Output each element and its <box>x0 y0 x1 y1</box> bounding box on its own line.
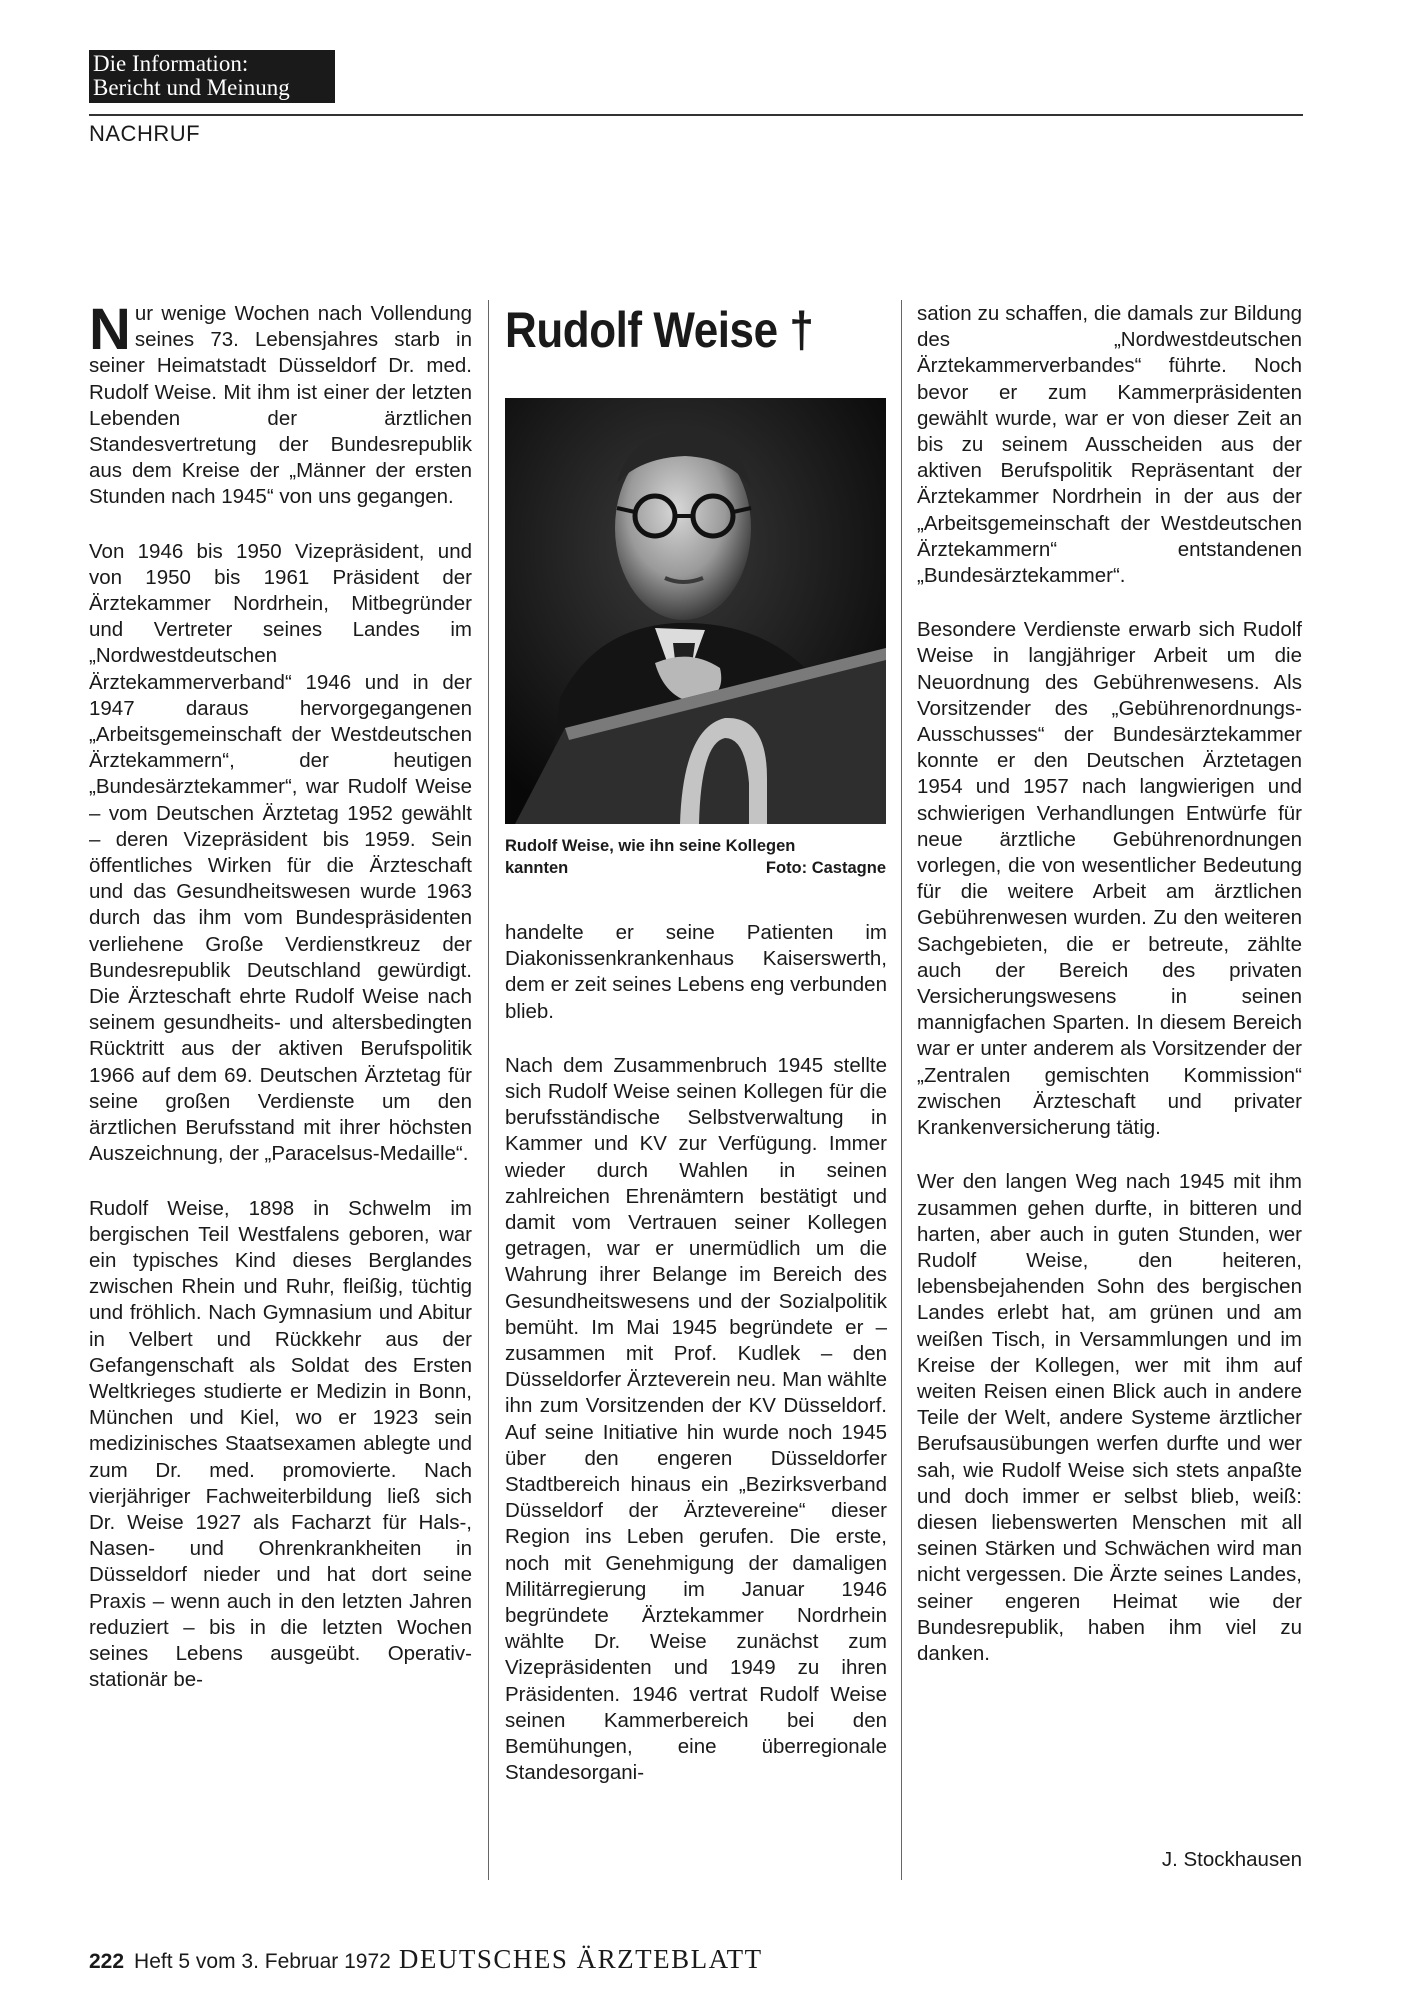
author-signature: J. Stockhausen <box>1161 1848 1302 1871</box>
photo-credit: Foto: Castagne <box>765 859 886 877</box>
article-title: Rudolf Weise † <box>505 302 814 358</box>
photo-caption <box>505 835 886 879</box>
issue-info: Heft 5 vom 3. Februar 1972 <box>134 1950 391 1973</box>
caption-text: kannten <box>505 859 569 877</box>
caption-line-2 <box>505 857 886 879</box>
paragraph: handelte er seine Patienten im Diakonissenkrankenhaus Kaiserswerth, dem er zeit seines Lebens eng verbunden blieb. <box>505 921 887 1023</box>
column-divider <box>488 300 489 1880</box>
magazine-name: DEUTSCHES ÄRZTEBLATT <box>398 1944 763 1974</box>
section-header-box <box>89 50 335 103</box>
paragraph: Rudolf Weise, 1898 in Schwelm im bergischen Teil Westfalens geboren, war ein typisches Kind dieses Berglandes zwischen Rhein und Ruhr, fleißig, tüchtig und fröhlich. Nach Gymnasium und Abitur in Velbert und Rückkehr aus der Gefangenschaft als Soldat des Ersten Weltkrieges studierte er Medizin in Bonn, München und Kiel, wo er 1923 sein medizinisches Staatsexamen ablegte und zum Dr. med. promovierte. Nach vierjähriger Fachweiterbildung ließ sich Dr. Weise 1927 als Facharzt für Hals-, Nasen- und Ohrenkrankheiten in Düsseldorf nieder und hat dort seine Praxis – wenn auch in den letzten Jahren reduziert – bis in die letzten Wochen seines Lebens ausgeübt. Operativ-stationär be- <box>89 1196 472 1692</box>
caption-line-1: Rudolf Weise, wie ihn seine Kollegen <box>505 837 796 855</box>
article-column-1 <box>89 297 472 1721</box>
article-column-3 <box>917 301 1302 1695</box>
portrait-photo <box>505 398 886 824</box>
column-divider <box>901 300 902 1880</box>
paragraph <box>89 297 472 511</box>
drop-cap: N <box>89 297 131 362</box>
header-line-1: Die Information: <box>93 51 249 76</box>
section-label: NACHRUF <box>89 121 201 146</box>
page-footer <box>89 1944 763 1975</box>
paragraph: sation zu schaffen, die damals zur Bildung des „Nordwestdeutschen Ärztekammerverbandes“ führte. Noch bevor er zum Kammerpräsidenten gewählt wurde, war er von dieser Zeit an bis zu seinem Ausscheiden aus der aktiven Berufspolitik Repräsentant der Ärztekammer Nordrhein in der aus der „Arbeitsgemeinschaft der Westdeutschen Ärztekammern“ entstandenen „Bundesärztekammer“. <box>917 302 1302 588</box>
paragraph-text: ur wenige Wochen nach Vollendung seines 73. Lebensjahres starb in seiner Heimatstadt Düsseldorf Dr. med. Rudolf Weise. Mit ihm ist einer der letzten Lebenden der ärztlichen Standesvertretung der Bundesrepublik aus dem Kreise der „Männer der ersten Stunden nach 1945“ von uns gegangen. <box>89 302 472 509</box>
paragraph: Nach dem Zusammenbruch 1945 stellte sich Rudolf Weise seinen Kollegen für die berufsständische Selbstverwaltung in Kammer und KV zur Verfügung. Immer wieder durch Wahlen in seinen zahlreichen Ehrenämtern bestätigt und damit vom Vertrauen seiner Kollegen getragen, war er unermüdlich um die Wahrung ihrer Belange im Bereich des Gesundheitswesens und der Sozialpolitik bemüht. Im Mai 1945 begründete er – zusammen mit Prof. Kudlek – den Düsseldorfer Ärzteverein neu. Man wählte ihn zum Vorsitzenden der KV Düsseldorf. Auf seine Initiative hin wurde noch 1945 über den engeren Düsseldorfer Stadtbereich hinaus ein „Bezirksverband Düsseldorf der Ärztevereine“ dieser Region ins Leben gerufen. Die erste, noch mit Genehmigung der damaligen Militärregierung im Januar 1946 begründete Ärztekammer Nordrhein wählte Dr. Weise zunächst zum Vizepräsidenten und 1949 zu ihren Präsidenten. 1946 vertrat Rudolf Weise seinen Kammerbereich bei den Bemühungen, eine überregionale Standesorgani- <box>505 1053 887 1785</box>
page-number: 222 <box>89 1950 125 1973</box>
article-column-2 <box>505 920 887 1815</box>
paragraph: Besondere Verdienste erwarb sich Rudolf Weise in langjähriger Arbeit um die Neuordnung des Gebührenwesens. Als Vorsitzender des „Gebührenordnungs-Ausschusses“ der Bundesärztekammer konnte er den Deutschen Ärztetagen 1954 und 1957 nach langwierigen und schwierigen Verhandlungen Entwürfe für neue ärztliche Gebührenordnungen vorlegen, die von wesentlicher Bedeutung für die weitere Arbeit am ärztlichen Gebührenwesen wurden. Zu den weiteren Sachgebieten, die er betreute, zählte auch der Bereich des privaten Versicherungswesens in seinen mannigfachen Sparten. In diesem Bereich war er unter anderem als Vorsitzender der „Zentralen gemischten Kommission“ zwischen Ärzteschaft und privater Krankenversicherung tätig. <box>917 618 1302 1140</box>
header-line-2: Bericht und Meinung <box>93 75 290 100</box>
paragraph: Von 1946 bis 1950 Vizepräsident, und von 1950 bis 1961 Präsident der Ärztekammer Nordrhein, Mitbegründer und Vertreter seines Landes im „Nordwestdeutschen Ärztekammerverband“ 1946 und in der 1947 daraus hervorgegangenen „Arbeitsgemeinschaft der Westdeutschen Ärztekammern“, der heutigen „Bundesärztekammer“, war Rudolf Weise – vom Deutschen Ärztetag 1952 gewählt – deren Vizepräsident bis 1959. Sein öffentliches Wirken für die Ärzteschaft und das Gesundheitswesen wurde 1963 durch das ihm vom Bundespräsidenten verliehene Große Verdienstkreuz der Bundesrepublik Deutschland gewürdigt. Die Ärzteschaft ehrte Rudolf Weise nach seinem gesundheits- und altersbedingten Rücktritt aus der aktiven Berufspolitik 1966 auf dem 69. Deutschen Ärztetag für seine großen Verdienste um den ärztlichen Berufsstand mit ihrer höchsten Auszeichnung, der „Paracelsus-Medaille“. <box>89 539 472 1166</box>
paragraph: Wer den langen Weg nach 1945 mit ihm zusammen gehen durfte, in bitteren und harten, aber auch in guten Stunden, wer Rudolf Weise, den heiteren, lebensbejahenden Sohn des bergischen Landes erlebt hat, am grünen und am weißen Tisch, in Versammlungen und im Kreise der Kollegen, wer mit ihm auf weiten Reisen einen Blick auch in andere Teile der Welt, andere Systeme ärztlicher Berufsausübungen werfen durfte und wer sah, wie Rudolf Weise sich stets anpaßte und doch immer er selbst blieb, weiß: diesen liebenswerten Menschen mit all seinen Stärken und Schwächen wird man nicht vergessen. Die Ärzte seines Landes, seiner engeren Heimat wie der Bundesrepublik, haben ihm viel zu danken. <box>917 1170 1302 1665</box>
header-rule <box>89 114 1303 116</box>
